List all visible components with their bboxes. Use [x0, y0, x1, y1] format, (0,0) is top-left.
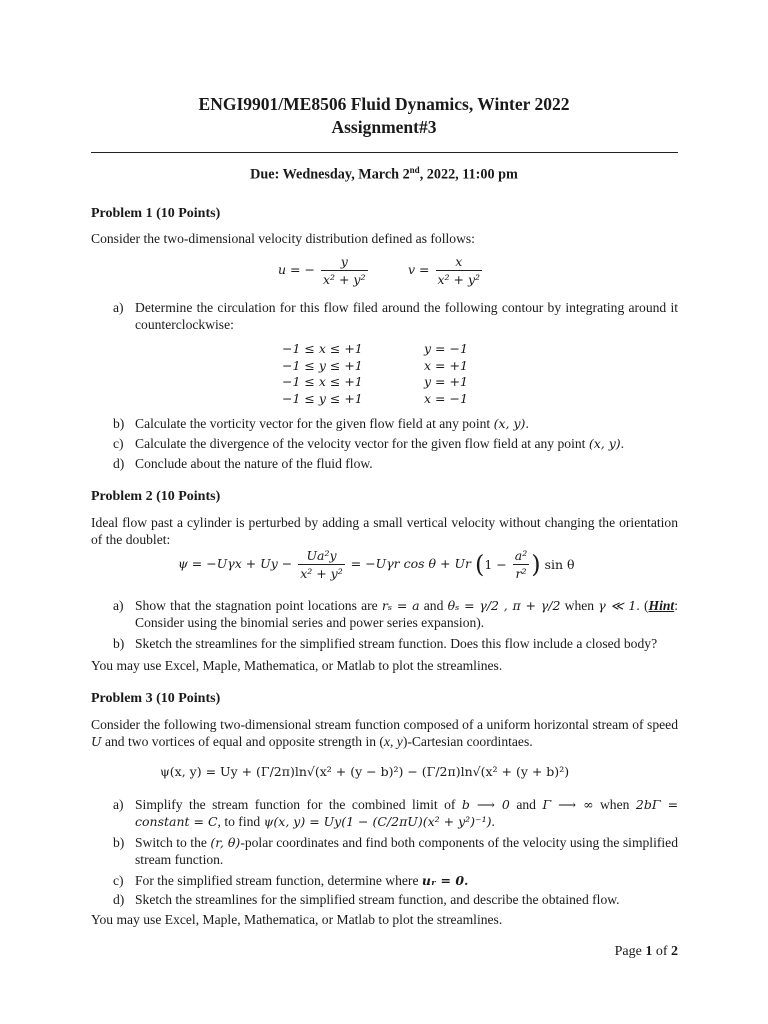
- problem-3-part-d: d) Sketch the streamlines for the simplified stream function, and describe the obtained flow.: [113, 892, 620, 907]
- problem-1-intro: Consider the two-dimensional velocity distribution defined as follows:: [91, 231, 475, 246]
- contour-lines: y = −1 x = +1 y = +1 x = −1: [424, 341, 468, 406]
- problem-2-part-a: a) Show that the stagnation point locations are rₛ = a and θₛ = γ/2 , π + γ/2 when γ ≪ 1. (Hint: Consider using the binomial series and power series expansion).: [113, 598, 678, 630]
- problem-2-heading: Problem 2 (10 Points): [91, 489, 221, 504]
- problem-1-part-a: a) Determine the circulation for this flow filed around the following contour by integrating around it counterclockwise:: [113, 300, 678, 332]
- title-divider: [91, 152, 678, 153]
- problem-1-part-d: d) Conclude about the nature of the fluid flow.: [113, 456, 373, 471]
- due-date: Due: Wednesday, March 2nd, 2022, 11:00 pm: [250, 165, 518, 183]
- problem-1-part-c: c) Calculate the divergence of the velocity vector for the given flow field at any point (x, y).: [113, 436, 625, 451]
- problem-3-part-c: c) For the simplified stream function, determine where uᵣ = 0.: [113, 873, 469, 888]
- problem-3-part-a: a) Simplify the stream function for the combined limit of b ⟶ 0 and Γ ⟶ ∞ when 2bΓ = constant = C, to find ψ(x, y) = Uy(1 − (C/2πU)(x² + y²)⁻¹).: [113, 797, 679, 829]
- problem-3-intro: Consider the following two-dimensional stream function composed of a uniform horizontal stream of speed U and two vortices of equal and opposite strength in (x, y)-Cartesian coordintaes.: [91, 717, 678, 749]
- page-number: Page 1 of 2: [614, 944, 678, 959]
- problem-1-part-b: b) Calculate the vorticity vector for the given flow field at any point (x, y).: [113, 416, 529, 431]
- problem-3-part-b: b) Switch to the (r, θ)-polar coordinates and find both components of the velocity using the simplified stream function.: [113, 835, 678, 867]
- equation-stream-function-2: ψ = −Uγx + Uy − $\frac{\text{Ua²y}}{\text{x² + y²}}$ = −Uγr cos θ + Ur (1 − $\frac{\text{a²}}{\text{r²}}$ ) sin θ: [178, 548, 575, 581]
- equation-u: u = − $\frac{y}{\text{x² + y²}}$: [278, 254, 366, 287]
- problem-3-heading: Problem 3 (10 Points): [91, 691, 221, 706]
- equation-v: v = $\frac{x}{\text{x² + y²}}$: [408, 254, 481, 287]
- course-title: ENGI9901/ME8506 Fluid Dynamics, Winter 2022: [198, 94, 570, 114]
- problem-3-note: You may use Excel, Maple, Mathematica, or Matlab to plot the streamlines.: [91, 912, 503, 927]
- problem-2-note: You may use Excel, Maple, Mathematica, or Matlab to plot the streamlines.: [91, 658, 503, 673]
- problem-1-heading: Problem 1 (10 Points): [91, 206, 221, 221]
- contour-ranges: −1 ≤ x ≤ +1 −1 ≤ y ≤ +1 −1 ≤ x ≤ +1 −1 ≤ y ≤ +1: [282, 341, 363, 406]
- problem-2-part-b: b) Sketch the streamlines for the simplified stream function. Does this flow include a closed body?: [113, 636, 658, 651]
- assignment-title: Assignment#3: [331, 117, 437, 137]
- problem-2-intro: Ideal flow past a cylinder is perturbed by adding a small vertical velocity without changing the orientation of the doublet:: [91, 515, 678, 547]
- equation-stream-function-3: ψ(x, y) = Uy + (Γ/2π)ln√(x² + (y − b)²) − (Γ/2π)ln√(x² + (y + b)²): [160, 764, 570, 779]
